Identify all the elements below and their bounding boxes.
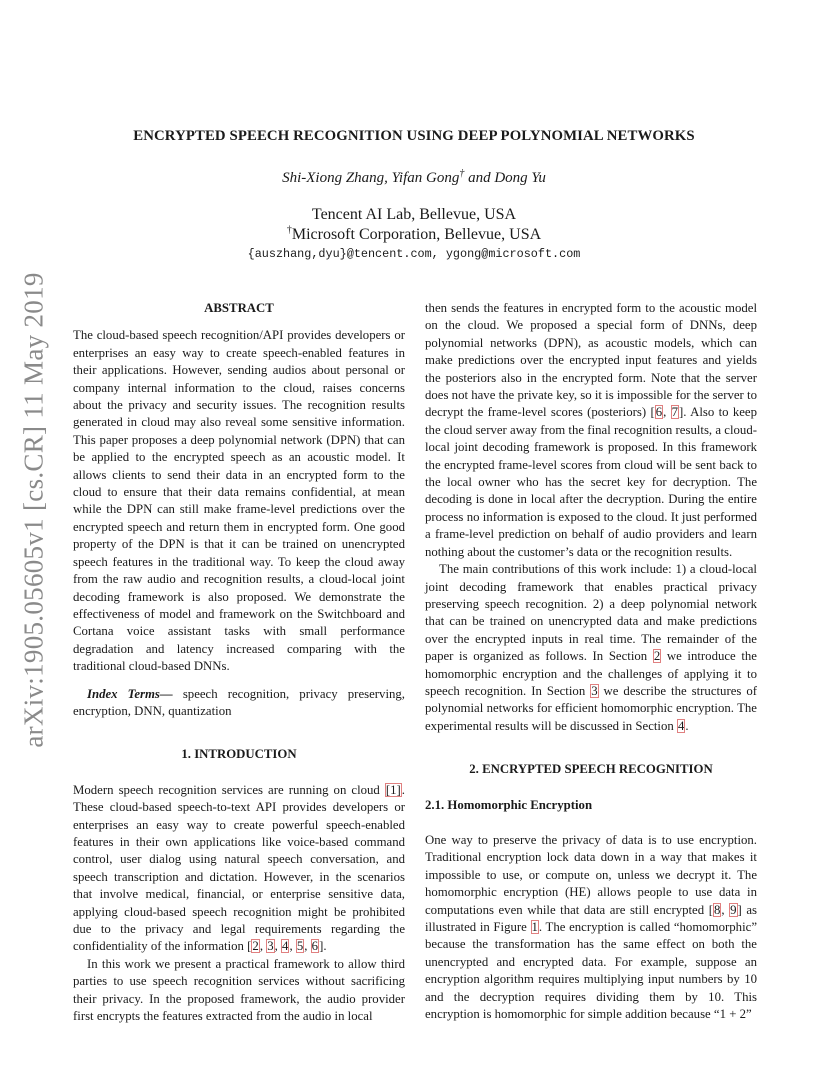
authors-part2: and Dong Yu	[464, 170, 546, 186]
author-emails: {auszhang,dyu}@tencent.com, ygong@microsoft.com	[247, 247, 581, 261]
s2-p1-text-c: . The encryption is called “homomorphic” because the transformation has the same effect on both the unencrypted and encrypted data. For example, suppose an encryption algorithm requires multiplying input numbers by 10 and the decryption requires dividing them by 10. This encryption is homomorphic for simple addition because “1 + 2”	[425, 920, 757, 1022]
right-column	[425, 300, 757, 1023]
author-line	[0, 170, 828, 187]
section-link[interactable]: 2	[653, 649, 661, 664]
intro-p2-text-b: . Also to keep the cloud server away from the final recognition results, a cloud-local joint decoding framework is proposed. In this framework the encrypted frame-level scores from cloud will be sent back to the local owner who has the secret key for decryption. The decoding is done in local after the decryption. During the entire process no information is exposed to the cloud. It just performed a frame-level prediction on behalf of audio providers and learn nothing about the customer’s data or the recognition results.	[425, 405, 757, 559]
section2-1-heading: 2.1. Homomorphic Encryption	[425, 797, 593, 812]
citation-link[interactable]: 9	[730, 902, 737, 917]
author-dagger: †	[459, 168, 465, 179]
affiliation-1: Tencent AI Lab, Bellevue, USA	[311, 206, 517, 223]
citation-link[interactable]: 2	[252, 939, 259, 954]
intro-p1-text-c: .	[323, 939, 327, 954]
intro-p3-text-a: The main contributions of this work include: 1) a cloud-local joint decoding framework that enables practical privacy preserving speech recognition. 2) a deep polynomial network that can be trained on unencrypted data and make predictions over the encrypted inputs in real time. The remainder of the paper is organized as follows. In Section	[425, 562, 757, 664]
intro-p3-text-d: .	[685, 718, 689, 733]
intro-p3-text-b: we introduce the homomorphic encryption and the challenges of applying it to speech recognition. In Section	[425, 649, 757, 698]
intro-p1-text-b: . These cloud-based speech-to-text API provides developers or enterprises an easy way to create powerful speech-enabled features in their own applications like voice-based command control, user dialog using natural speech conversation, and speech transcription and dictation. However, in the scenarios that involve medical, financial, or enterprise sensitive data, applying cloud-based speech recognition might be prohibited due to the privacy and legal requirements regarding the confidentiality of the information	[73, 782, 405, 954]
affiliation-2	[0, 225, 828, 245]
intro-paragraph-2	[73, 956, 405, 1026]
intro-paragraph-3	[425, 561, 757, 735]
intro-paragraph-2-continued: then sends the features in encrypted form to the acoustic model on the cloud. We proposed a special form of DNNs, deep polynomial networks (DPN), as acoustic models, which can make predictions over the encrypted input features and yields the posteriors also in the encrypted form. Note that the server does not have the private key, so it is impossible for the server to decrypt the frame-level scores (posteriors) [6, 7]. Also to keep the cloud server away from the final recognition results, a cloud-local joint decoding framework is proposed. In this framework the encrypted frame-level scores from cloud will be sent back to the local owner who has the secret key for decryption. The decoding is done in local after the decryption. During the entire process no information is exposed to the cloud. It just performed a frame-level prediction on behalf of audio providers and learn nothing about the customer’s data or the recognition results.	[425, 301, 757, 559]
intro-p2-text-right: then sends the features in encrypted form to the acoustic model on the cloud. We proposed a special form of DNNs, deep polynomial networks (DPN), as acoustic models, which can make predictions over the encrypted input features and yields the posteriors also in the encrypted form. Note that the server does not have the private key, so it is impossible for the server to decrypt the frame-level scores (posteriors)	[425, 301, 757, 420]
figure-link[interactable]: 1	[531, 920, 538, 934]
citation-link[interactable]: 8	[713, 902, 721, 917]
arxiv-stamp-text[interactable]: arXiv:1905.05605v1 [cs.CR] 11 May 2019	[18, 272, 49, 748]
citation-link[interactable]: 3	[267, 939, 274, 954]
index-terms-text: speech recognition, privacy preserving, encryption, DNN, quantization	[73, 686, 405, 718]
intro-p3-text-c: we describe the structures of polynomial networks for efficient homomorphic encryption. The experimental results will be discussed in Section	[425, 683, 757, 733]
arxiv-stamp	[14, 260, 54, 760]
section-link[interactable]: 4	[677, 718, 685, 733]
intro-p1-text-a: Modern speech recognition services are running on cloud	[73, 782, 385, 797]
intro-heading: 1. INTRODUCTION	[181, 747, 297, 762]
citation-link[interactable]: 5	[296, 939, 304, 954]
abstract-text: The cloud-based speech recognition/API provides developers or enterprises an easy way to create speech-enabled features in their applications. However, sending audios about personal or company internal information to the cloud, raises concerns about the privacy and security issues. The recognition results generated in cloud may also reveal some sensitive information. This paper proposes a deep polynomial network (DPN) that can be applied to the encrypted speech as an acoustic model. It allows clients to send their data in an encrypted form to the cloud to ensure that their data remains confidential, at mean while the DPN can still make frame-level predictions over the encrypted speech and return them in encrypted form. One good property of the DPN is that it can be trained on unencrypted speech features in the traditional way. To keep the cloud away from the raw audio and recognition results, a cloud-local joint decoding framework is also proposed. We demonstrate the effectiveness of model and framework on the Switchboard and Cortana voice assistant tasks with small performance degradation and latency increased comparing with the traditional cloud-based DNNs.	[73, 328, 405, 674]
citation-link[interactable]: 4	[282, 939, 289, 954]
authors-part1: Shi-Xiong Zhang, Yifan Gong	[282, 170, 460, 186]
abstract-heading: ABSTRACT	[204, 301, 274, 315]
index-terms	[73, 686, 405, 721]
affiliation-dagger: †	[286, 224, 292, 236]
affiliations	[0, 205, 828, 245]
index-terms-label: Index Terms—	[87, 686, 173, 701]
affiliation-2-text: Microsoft Corporation, Bellevue, USA	[291, 226, 542, 243]
citation-link[interactable]: 6	[311, 939, 319, 954]
citation-link[interactable]: 7	[671, 405, 679, 420]
left-column	[73, 300, 405, 1025]
intro-p2-text-left: In this work we present a practical framework to allow third parties to use speech recognition services without sacrificing their privacy. In the proposed framework, the audio provider first encrypts the features extracted from the audio in local	[73, 956, 405, 1024]
citation-link[interactable]: 6	[655, 405, 663, 420]
paper-title: ENCRYPTED SPEECH RECOGNITION USING DEEP POLYNOMIAL NETWORKS	[133, 128, 695, 144]
section-link[interactable]: 3	[591, 683, 598, 698]
section2-heading: 2. ENCRYPTED SPEECH RECOGNITION	[469, 762, 713, 777]
citation-link[interactable]: [1]	[385, 782, 401, 797]
s2-p1-text-b: as illustrated in Figure	[425, 902, 757, 934]
intro-paragraph-1: Modern speech recognition services are running on cloud [1]. These cloud-based speech-to-text API provides developers or enterprises an easy way to create powerful speech-enabled features in their own applications like voice-based command control, user dialog using natural speech conversation, and speech transcription and dictation. However, in the scenarios that involve medical, financial, or enterprise sensitive data, applying cloud-based speech recognition might be prohibited due to the privacy and legal requirements regarding the confidentiality of the information [2, 3, 4, 5, 6].	[73, 782, 405, 954]
s2-p1-text-a: One way to preserve the privacy of data is to use encryption. Traditional encryption lock data down in a way that makes it impossible to use, or compute on, unless we decrypt it. The homomorphic encryption (HE) allows people to use data in computations even while that data are still encrypted	[425, 832, 757, 917]
section2-paragraph-1: One way to preserve the privacy of data is to use encryption. Traditional encryption lock data down in a way that makes it impossible to use, or compute on, unless we decrypt it. The homomorphic encryption (HE) allows people to use data in computations even while that data are still encrypted [8, 9] as illustrated in Figure 1. The encryption is called “homomorphic” because the transformation has the same effect on both the unencrypted and encrypted data. For example, suppose an encryption algorithm requires multiplying input numbers by 10 and the decryption requires dividing them by 10. This encryption is homomorphic for simple addition because “1 + 2”	[425, 832, 757, 1022]
